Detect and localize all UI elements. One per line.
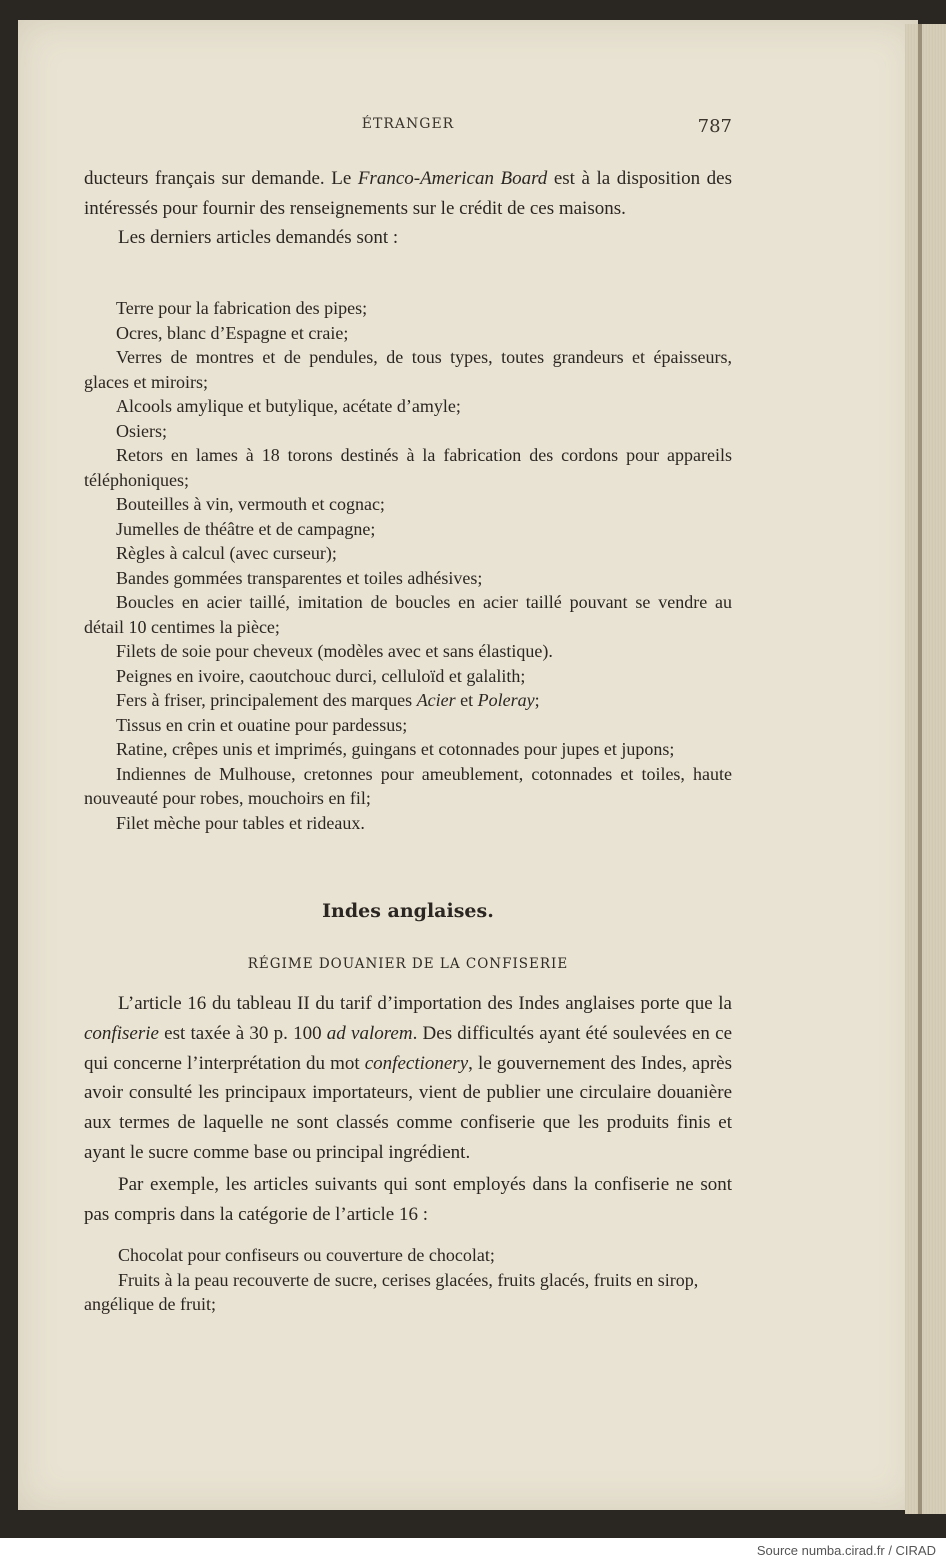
page-edges bbox=[905, 24, 946, 1514]
intro-line: Les derniers articles demandés sont : bbox=[118, 227, 399, 248]
page-edge-line bbox=[918, 24, 922, 1514]
brand-acier: Acier bbox=[416, 690, 456, 710]
list-item: Osiers; bbox=[116, 420, 167, 441]
top-paragraph-end: est à la disposition des intéressés pour fournir des renseignements sur le crédit de ces maisons. bbox=[84, 168, 732, 219]
running-head bbox=[84, 116, 732, 140]
list-item: Verres de montres et de pendules, de tous types, toutes grandeurs et épaisseurs, glaces et miroirs; bbox=[84, 347, 732, 392]
source-credit: Source numba.cirad.fr / CIRAD bbox=[756, 1543, 936, 1558]
list-item: Filets de soie pour cheveux (modèles avec et sans élastique). bbox=[116, 641, 553, 661]
list-item: Chocolat pour confiseurs ou couverture de chocolat; bbox=[118, 1245, 495, 1266]
top-paragraph bbox=[84, 164, 732, 253]
list-item: Bandes gommées transparentes et toiles adhésives; bbox=[116, 567, 483, 588]
brand-poleray: Poleray bbox=[477, 690, 535, 710]
list-item: Bouteilles à vin, vermouth et cognac; bbox=[116, 494, 385, 514]
list-item: Boucles en acier taillé, imitation de boucles en acier taillé pouvant se vendre au détail 10 centimes la pièce; bbox=[84, 592, 732, 637]
list-item: Indiennes de Mulhouse, cretonnes pour ameublement, cotonnades et toiles, haute nouveauté pour robes, mouchoirs en fil; bbox=[84, 763, 732, 808]
subsection-title: RÉGIME DOUANIER DE LA CONFISERIE bbox=[247, 956, 569, 972]
list-item: Peignes en ivoire, caoutchouc durci, celluloïd et galalith; bbox=[116, 665, 526, 686]
list-item: Alcools amylique et butylique, acétate d’amyle; bbox=[116, 396, 461, 416]
excluded-list bbox=[84, 1243, 732, 1317]
article-16-paragraph: L’article 16 du tableau II du tarif d’importation des Indes anglaises porte que la confiserie est taxée à 30 p. 100 ad valorem. Des difficultés ayant été soulevées en ce qui concerne l’interprétation du mot confectionery, le gouvernement des Indes, après avoir consulté les principaux importateurs, vient de publier une circulaire douanière aux termes de laquelle ne sont classés comme confiserie que les produits finis et ayant le sucre comme base ou principal ingrédient. bbox=[84, 993, 732, 1163]
term-confiserie: confiserie bbox=[84, 1022, 159, 1044]
list-item: Règles à calcul (avec curseur); bbox=[116, 543, 337, 563]
articles-list-block bbox=[84, 296, 732, 835]
list-item: Terre pour la fabrication des pipes; bbox=[116, 298, 368, 318]
page-number: 787 bbox=[697, 116, 732, 137]
list-item-fers: Fers à friser, principalement des marques Acier et Poleray; bbox=[116, 690, 540, 710]
top-paragraph-start: ducteurs français sur demande. Le bbox=[84, 168, 358, 189]
franco-american-board: Franco-American Board bbox=[357, 168, 548, 189]
list-item: Ocres, blanc d’Espagne et craie; bbox=[116, 322, 349, 343]
list-item: Filet mèche pour tables et rideaux. bbox=[116, 812, 365, 833]
example-paragraph: Par exemple, les articles suivants qui sont employés dans la confiserie ne sont pas compris dans la catégorie de l’article 16 : bbox=[84, 1173, 732, 1225]
list-item: Retors en lames à 18 torons destinés à la fabrication des cordons pour appareils téléphoniques; bbox=[84, 445, 732, 490]
list-item: Tissus en crin et ouatine pour pardessus; bbox=[116, 714, 408, 735]
list-item: Jumelles de théâtre et de campagne; bbox=[116, 518, 376, 539]
running-title: ÉTRANGER bbox=[361, 116, 455, 132]
term-confectionery: confectionery bbox=[364, 1052, 469, 1074]
term-ad-valorem: ad valorem bbox=[326, 1022, 413, 1044]
articles-list bbox=[84, 296, 732, 835]
list-item: Ratine, crêpes unis et imprimés, guingans et cotonnades pour jupes et jupons; bbox=[116, 739, 675, 759]
section-title: Indes anglaises. bbox=[322, 900, 494, 922]
article-16-block bbox=[84, 989, 732, 1317]
list-item: Fruits à la peau recouverte de sucre, cerises glacées, fruits glacés, fruits en sirop, angélique de fruit; bbox=[84, 1269, 699, 1315]
